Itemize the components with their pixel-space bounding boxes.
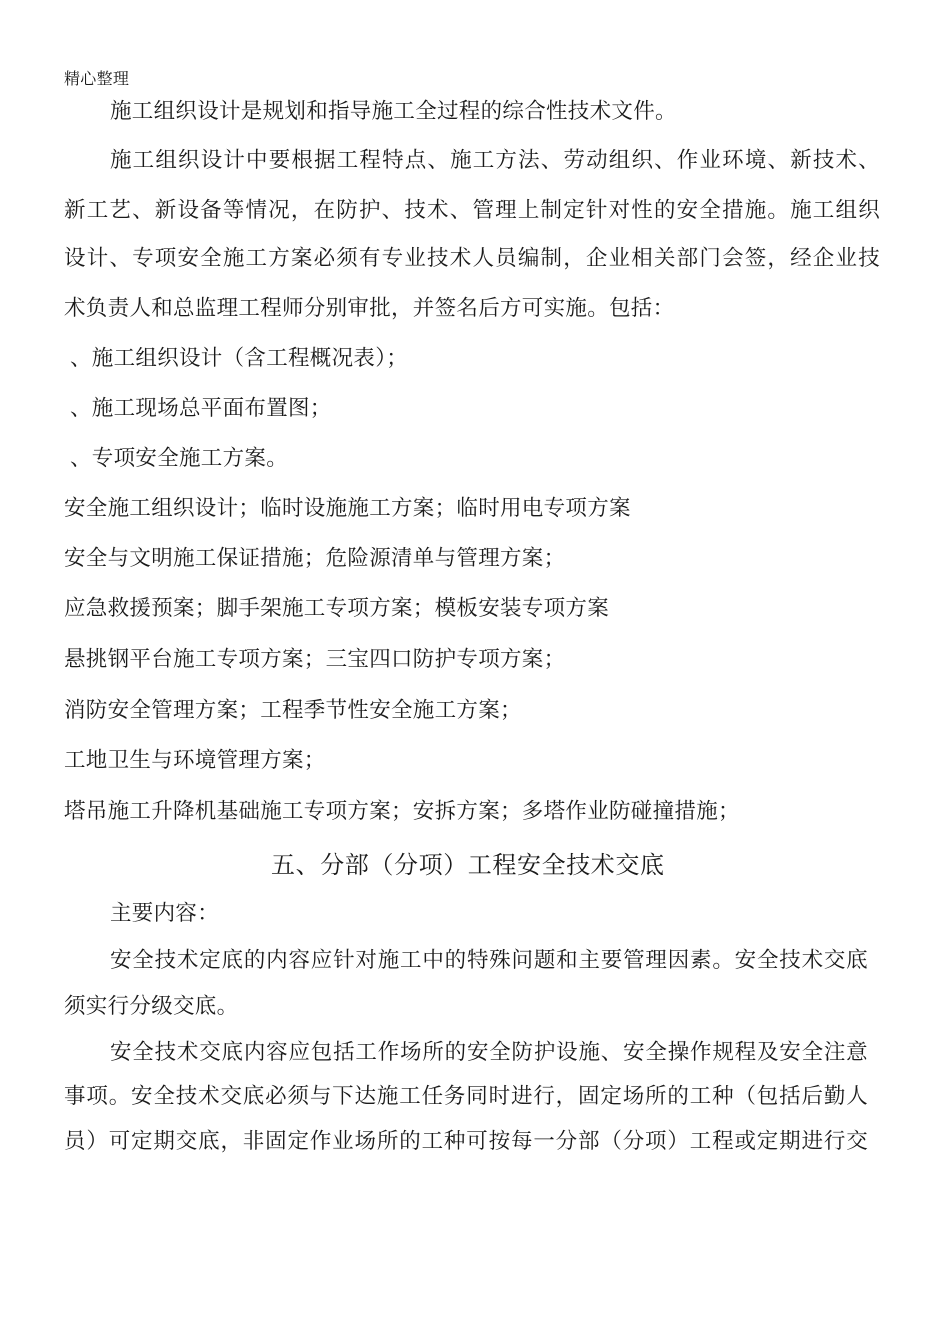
intro-paragraph-2-line-2: 新工艺、新设备等情况，在防护、技术、管理上制定针对性的安全措施。施工组织 [64,198,880,223]
header-note: 精心整理 [64,69,130,88]
paragraph-b-line-1: 安全技术交底内容应包括工作场所的安全防护设施、安全操作规程及安全注意 [110,1040,868,1065]
plan-list-item-7: 塔吊施工升降机基础施工专项方案；安拆方案；多塔作业防碰撞措施； [64,799,740,824]
paragraph-a-line-1: 安全技术定底的内容应针对施工中的特殊问题和主要管理因素。安全技术交底 [110,948,868,973]
paragraph-b-line-2: 事项。安全技术交底必须与下达施工任务同时进行，固定场所的工种（包括后勤人 [64,1084,868,1109]
plan-list-item-5: 消防安全管理方案；工程季节性安全施工方案； [64,698,522,723]
bullet-item-1: 、施工组织设计（含工程概况表）； [70,346,409,371]
intro-paragraph-2-line-3: 设计、专项安全施工方案必须有专业技术人员编制，企业相关部门会签，经企业技 [64,246,880,271]
plan-list-item-2: 安全与文明施工保证措施；危险源清单与管理方案； [64,546,566,571]
paragraph-a-line-2: 须实行分级交底。 [64,994,239,1019]
main-content-label: 主要内容： [110,901,220,926]
section-heading: 五、分部（分项）工程安全技术交底 [271,851,665,879]
plan-list-item-4: 悬挑钢平台施工专项方案；三宝四口防护专项方案； [64,647,566,672]
plan-list-item-6: 工地卫生与环境管理方案； [64,748,326,773]
plan-list-item-3: 应急救援预案；脚手架施工专项方案；模板安装专项方案 [64,596,610,621]
intro-paragraph-2-line-1: 施工组织设计中要根据工程特点、施工方法、劳动组织、作业环境、新技术、 [110,148,880,173]
plan-list-item-1: 安全施工组织设计；临时设施施工方案；临时用电专项方案 [64,496,631,521]
bullet-item-2: 、施工现场总平面布置图； [70,396,332,421]
bullet-item-3: 、专项安全施工方案。 [70,446,289,471]
intro-paragraph-1: 施工组织设计是规划和指导施工全过程的综合性技术文件。 [110,99,677,124]
intro-paragraph-2-line-4: 术负责人和总监理工程师分别审批，并签名后方可实施。包括： [64,296,675,321]
paragraph-b-line-3: 员）可定期交底，非固定作业场所的工种可按每一分部（分项）工程或定期进行交 [64,1129,868,1154]
